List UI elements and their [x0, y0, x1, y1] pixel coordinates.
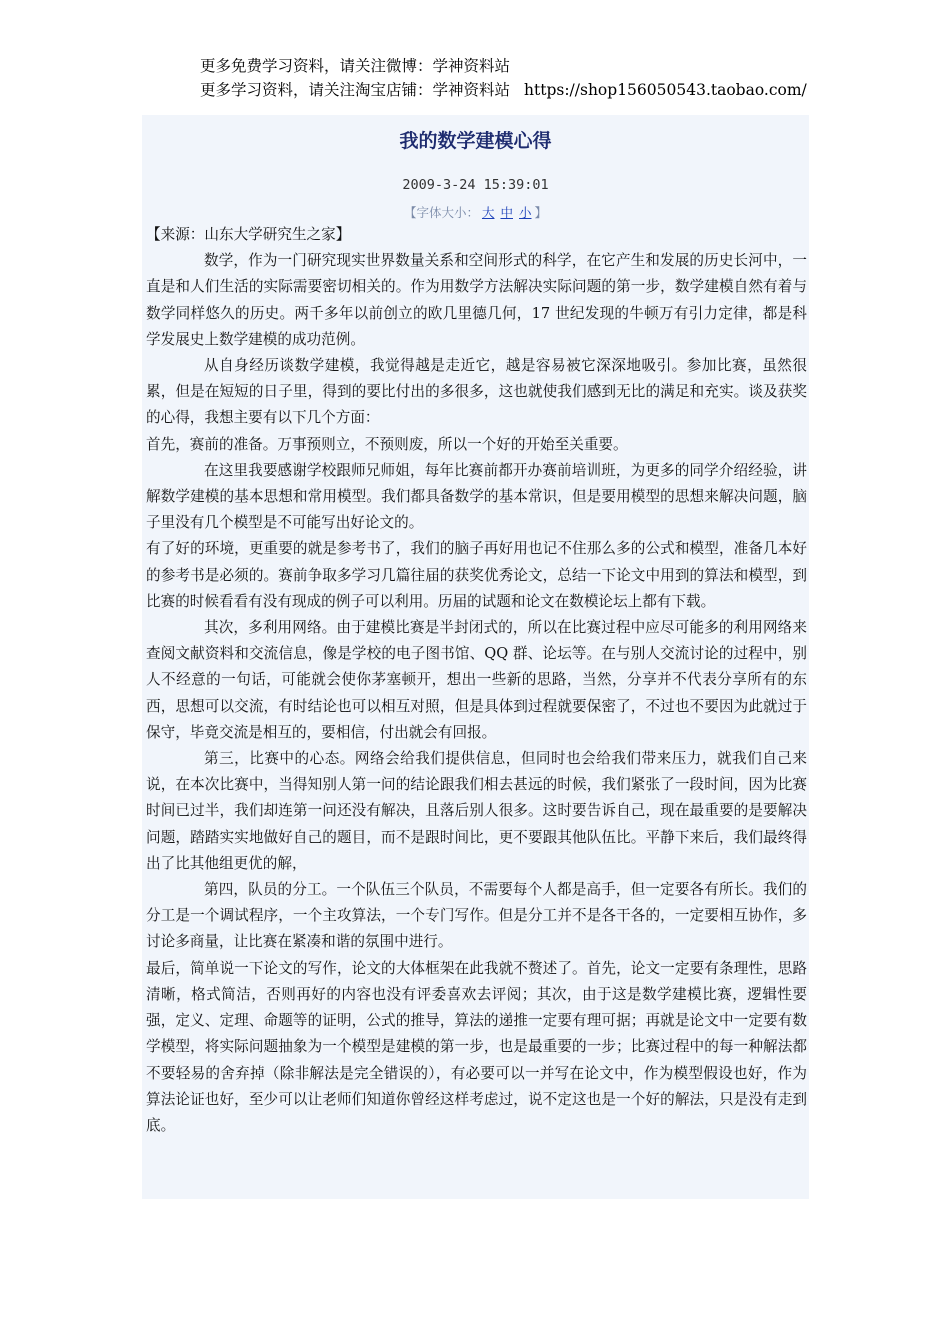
promo-line-weibo: 更多免费学习资料，请关注微博：学神资料站 [200, 57, 511, 75]
font-size-medium-link[interactable]: 中 [500, 205, 513, 220]
article-body [142, 222, 809, 1139]
paragraph: 有了好的环境，更重要的就是参考书了，我们的脑子再好用也记不住那么多的公式和模型，准备几本好的参考书是必须的。赛前争取多学习几篇往届的获奖优秀论文，总结一下论文中用到的算法和模型，到比赛的时候看看有没有现成的例子可以利用。历届的试题和论文在数模论坛上都有下载。 [146, 540, 807, 610]
font-size-suffix: 】 [534, 205, 548, 220]
paragraph: 从自身经历谈数学建模，我觉得越是走近它，越是容易被它深深地吸引。参加比赛，虽然很累，但是在短短的日子里，得到的要比付出的多很多，这也就使我们感到无比的满足和充实。谈及获奖的心得，我想主要有以下几个方面： [146, 357, 807, 427]
paragraph: 数学，作为一门研究现实世界数量关系和空间形式的科学，在它产生和发展的历史长河中，一直是和人们生活的实际需要密切相关的。作为用数学方法解决实际问题的第一步，数学建模自然有着与数学同样悠久的历史。两千多年以前创立的欧几里德几何，17 世纪发现的牛顿万有引力定律，都是科学发展史上数学建模的成功范例。 [146, 252, 807, 348]
paragraph: 第三，比赛中的心态。网络会给我们提供信息，但同时也会给我们带来压力，就我们自己来说，在本次比赛中，当得知别人第一问的结论跟我们相去甚远的时候，我们紧张了一段时间，因为比赛时间已过半，我们却连第一问还没有解决，且落后别人很多。这时要告诉自己，现在最重要的是要解决问题，踏踏实实地做好自己的题目，而不是跟时间比，更不要跟其他队伍比。平静下来后，我们最终得出了比其他组更优的解， [146, 750, 807, 872]
shop-url[interactable]: https://shop156050543.taobao.com/ [524, 81, 807, 99]
paragraph: 最后，简单说一下论文的写作，论文的大体框架在此我就不赘述了。首先，论文一定要有条理性，思路清晰，格式简洁，否则再好的内容也没有评委喜欢去评阅；其次，由于这是数学建模比赛，逻辑性要强，定义、定理、命题等的证明，公式的推导，算法的递推一定要有理可据；再就是论文中一定要有数学模型，将实际问题抽象为一个模型是建模的第一步，也是最重要的一步；比赛过程中的每一种解法都不要轻易的舍弃掉（除非解法是完全错误的），有必要可以一并写在论文中，作为模型假设也好，作为算法论证也好，至少可以让老师们知道你曾经这样考虑过，说不定这也是一个好的解法，只是没有走到底。 [146, 959, 807, 1134]
promo-header [200, 54, 807, 102]
font-size-large-link[interactable]: 大 [481, 205, 495, 220]
paragraph: 首先，赛前的准备。万事预则立，不预则废，所以一个好的开始至关重要。 [146, 435, 628, 453]
paragraph: 其次，多利用网络。由于建模比赛是半封闭式的，所以在比赛过程中应尽可能多的利用网络来查阅文献资料和交流信息，像是学校的电子图书馆、QQ 群、论坛等。在与别人交流讨论的过程中，别人不经意的一句话，可能就会使你茅塞顿开，想出一些新的思路，当然，分享并不代表分享所有的东西，思想可以交流，有时结论也可以相互对照，但是具体到过程就要保密了，不过也不要因为此就过于保守，毕竟交流是相互的，要相信，付出就会有回报。 [146, 619, 807, 741]
paragraph: 在这里我要感谢学校跟师兄师姐，每年比赛前都开办赛前培训班，为更多的同学介绍经验，讲解数学建模的基本思想和常用模型。我们都具备数学的基本常识，但是要用模型的思想来解决问题，脑子里没有几个模型是不可能写出好论文的。 [146, 461, 807, 532]
font-size-small-link[interactable]: 小 [519, 205, 532, 220]
promo-line-taobao [200, 78, 807, 102]
article-date: 2009-3-24 15:39:01 [402, 177, 549, 193]
source-line: 【来源：山东大学研究生之家】 [146, 226, 351, 243]
font-size-selector [142, 204, 809, 222]
article-title: 我的数学建模心得 [399, 130, 552, 152]
font-size-prefix: 【字体大小： [403, 205, 479, 220]
paragraph: 第四，队员的分工。一个队伍三个队员，不需要每个人都是高手，但一定要各有所长。我们的分工是一个调试程序，一个主攻算法，一个专门写作。但是分工并不是各干各的，一定要相互协作，多讨论多商量，让比赛在紧凑和谐的氛围中进行。 [146, 881, 807, 951]
article-panel [142, 115, 809, 1199]
promo-taobao-text: 更多学习资料，请关注淘宝店铺：学神资料站 [200, 81, 511, 99]
